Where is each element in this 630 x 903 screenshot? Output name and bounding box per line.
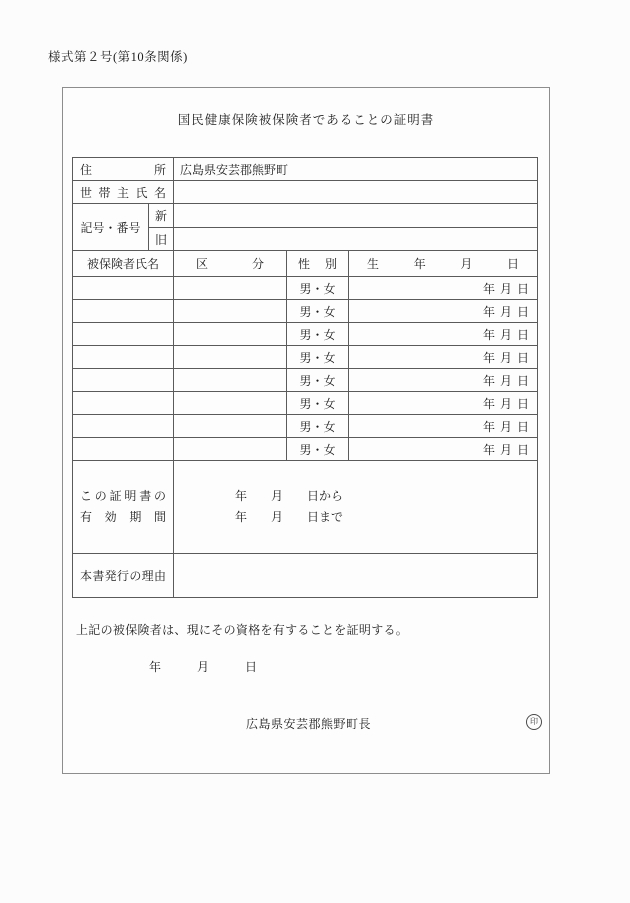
insured-sex-cell: 男・女: [287, 277, 349, 300]
symbol-number-label: 記号・番号: [73, 204, 149, 251]
address-label: 住所: [80, 162, 167, 177]
insured-name-cell: [73, 346, 174, 369]
insured-row-3: [73, 323, 538, 346]
household-head-label: 世帯主氏名: [80, 185, 167, 200]
validity-label-line2: 有効期間: [80, 510, 167, 524]
insured-category-cell: [174, 369, 287, 392]
symbol-number-old-value: [174, 228, 538, 251]
insured-sex-cell: 男・女: [287, 346, 349, 369]
insured-name-cell: [73, 392, 174, 415]
symbol-number-new-row: [73, 204, 538, 228]
insured-sex-cell: 男・女: [287, 369, 349, 392]
insured-sex-cell: 男・女: [287, 323, 349, 346]
certificate-table: [72, 157, 538, 598]
validity-to: 年 月 日まで: [235, 510, 344, 524]
insured-row-6: [73, 392, 538, 415]
validity-label-line1: この証明書の: [80, 489, 167, 503]
insured-category-cell: [174, 346, 287, 369]
symbol-number-new-label: 新: [149, 204, 174, 228]
reason-row: [73, 554, 538, 598]
insured-category-cell: [174, 438, 287, 461]
insured-category-cell: [174, 300, 287, 323]
issue-date-line: 年 月 日: [149, 660, 258, 674]
insured-sex-cell: 男・女: [287, 392, 349, 415]
insured-name-cell: [73, 415, 174, 438]
insured-header-row: [73, 251, 538, 277]
household-head-row: [73, 181, 538, 204]
address-value: 広島県安芸郡熊野町: [174, 158, 538, 181]
insured-row-4: [73, 346, 538, 369]
insured-birth-cell: 年 月 日: [349, 438, 538, 461]
reason-label-cell: [73, 554, 174, 598]
insured-category-cell: [174, 415, 287, 438]
insured-sex-header: 性別: [287, 251, 349, 277]
insured-name-cell: [73, 300, 174, 323]
household-head-value: [174, 181, 538, 204]
insured-name-cell: [73, 369, 174, 392]
insured-birth-cell: 年 月 日: [349, 369, 538, 392]
insured-category-cell: [174, 392, 287, 415]
insured-sex-cell: 男・女: [287, 438, 349, 461]
insured-category-cell: [174, 323, 287, 346]
insured-category-cell: [174, 277, 287, 300]
symbol-number-new-value: [174, 204, 538, 228]
form-number-label: 様式第２号(第10条関係): [48, 50, 188, 64]
insured-name-cell: [73, 438, 174, 461]
certification-statement: 上記の被保険者は、現にその資格を有することを証明する。: [76, 623, 409, 637]
insured-birth-cell: 年 月 日: [349, 323, 538, 346]
address-row: [73, 158, 538, 181]
insured-birth-cell: 年 月 日: [349, 277, 538, 300]
insured-sex-cell: 男・女: [287, 300, 349, 323]
household-head-label-cell: [73, 181, 174, 204]
insured-category-header: 区分: [174, 251, 287, 277]
validity-from: 年 月 日から: [235, 489, 344, 503]
certificate-frame: [62, 87, 550, 774]
reason-value: [174, 554, 538, 598]
validity-row: [73, 461, 538, 554]
insured-row-2: [73, 300, 538, 323]
reason-label: 本書発行の理由: [80, 569, 167, 583]
insured-birth-header: 生年月日: [349, 251, 538, 277]
seal-icon: 印: [526, 714, 542, 730]
insured-name-header: 被保険者氏名: [73, 251, 174, 277]
issuer-name: 広島県安芸郡熊野町長: [246, 717, 372, 731]
insured-name-cell: [73, 323, 174, 346]
certificate-title: 国民健康保険被保険者であることの証明書: [177, 113, 435, 127]
validity-value-cell: [174, 461, 538, 554]
address-label-cell: [73, 158, 174, 181]
insured-row-7: [73, 415, 538, 438]
insured-name-cell: [73, 277, 174, 300]
insured-birth-cell: 年 月 日: [349, 346, 538, 369]
symbol-number-old-label: 旧: [149, 228, 174, 251]
insured-sex-cell: 男・女: [287, 415, 349, 438]
insured-row-8: [73, 438, 538, 461]
insured-row-1: [73, 277, 538, 300]
insured-birth-cell: 年 月 日: [349, 415, 538, 438]
insured-birth-cell: 年 月 日: [349, 300, 538, 323]
validity-label-cell: [73, 461, 174, 554]
insured-birth-cell: 年 月 日: [349, 392, 538, 415]
insured-row-5: [73, 369, 538, 392]
